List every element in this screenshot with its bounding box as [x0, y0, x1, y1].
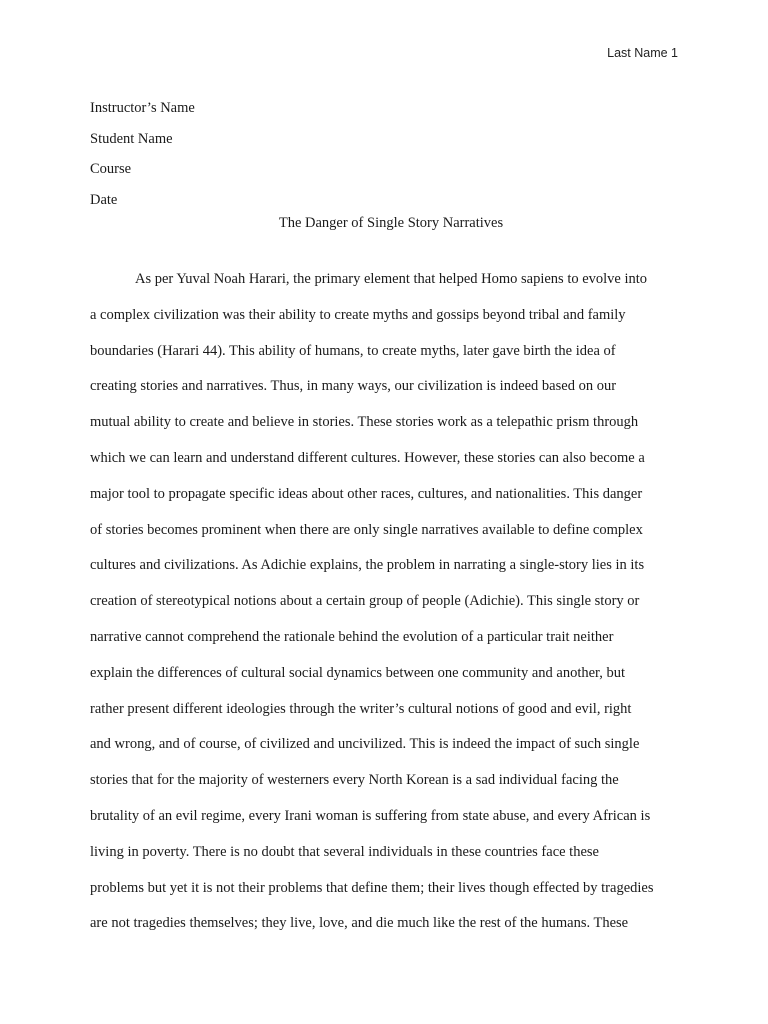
heading-block [90, 93, 195, 215]
body-paragraph [90, 262, 690, 942]
body-line: stories that for the majority of westerners every North Korean is a sad individual facing the [90, 772, 619, 789]
body-line: explain the differences of cultural social dynamics between one community and another, but [90, 664, 626, 681]
body-line: which we can learn and understand different cultures. However, these stories can also become a [90, 449, 645, 466]
date-line: Date [90, 191, 118, 208]
body-line: of stories becomes prominent when there are only single narratives available to define complex [90, 521, 643, 538]
body-line: creating stories and narratives. Thus, in many ways, our civilization is indeed based on our [90, 378, 617, 395]
body-line: living in poverty. There is no doubt that several individuals in these countries face these [90, 843, 599, 860]
body-line: and wrong, and of course, of civilized and uncivilized. This is indeed the impact of such single [90, 736, 640, 753]
body-line: rather present different ideologies through the writer’s cultural notions of good and evil, right [90, 700, 632, 717]
body-line: mutual ability to create and believe in stories. These stories work as a telepathic prism through [90, 414, 639, 431]
body-line: are not tragedies themselves; they live, love, and die much like the rest of the humans. These [90, 915, 629, 932]
student-name: Student Name [90, 130, 173, 147]
course-name: Course [90, 161, 132, 178]
body-line: narrative cannot comprehend the rationale behind the evolution of a particular trait neither [90, 628, 614, 645]
body-line: As per Yuval Noah Harari, the primary element that helped Homo sapiens to evolve into [135, 271, 648, 287]
body-line: major tool to propagate specific ideas about other races, cultures, and nationalities. This danger [90, 485, 643, 502]
body-line: problems but yet it is not their problems that define them; their lives though effected by tragedies [90, 879, 654, 896]
body-line: brutality of an evil regime, every Irani woman is suffering from state abuse, and every African is [90, 807, 651, 824]
instructor-name: Instructor’s Name [90, 100, 195, 116]
body-line: boundaries (Harari 44). This ability of humans, to create myths, later gave birth the idea of [90, 342, 616, 359]
body-line: a complex civilization was their ability to create myths and gossips beyond tribal and family [90, 306, 626, 323]
body-line: creation of stereotypical notions about a certain group of people (Adichie). This single story or [90, 593, 640, 610]
essay-title: The Danger of Single Story Narratives [278, 215, 504, 231]
body-line: cultures and civilizations. As Adichie explains, the problem in narrating a single-story lies in its [90, 557, 645, 574]
running-head: Last Name 1 [607, 46, 678, 60]
